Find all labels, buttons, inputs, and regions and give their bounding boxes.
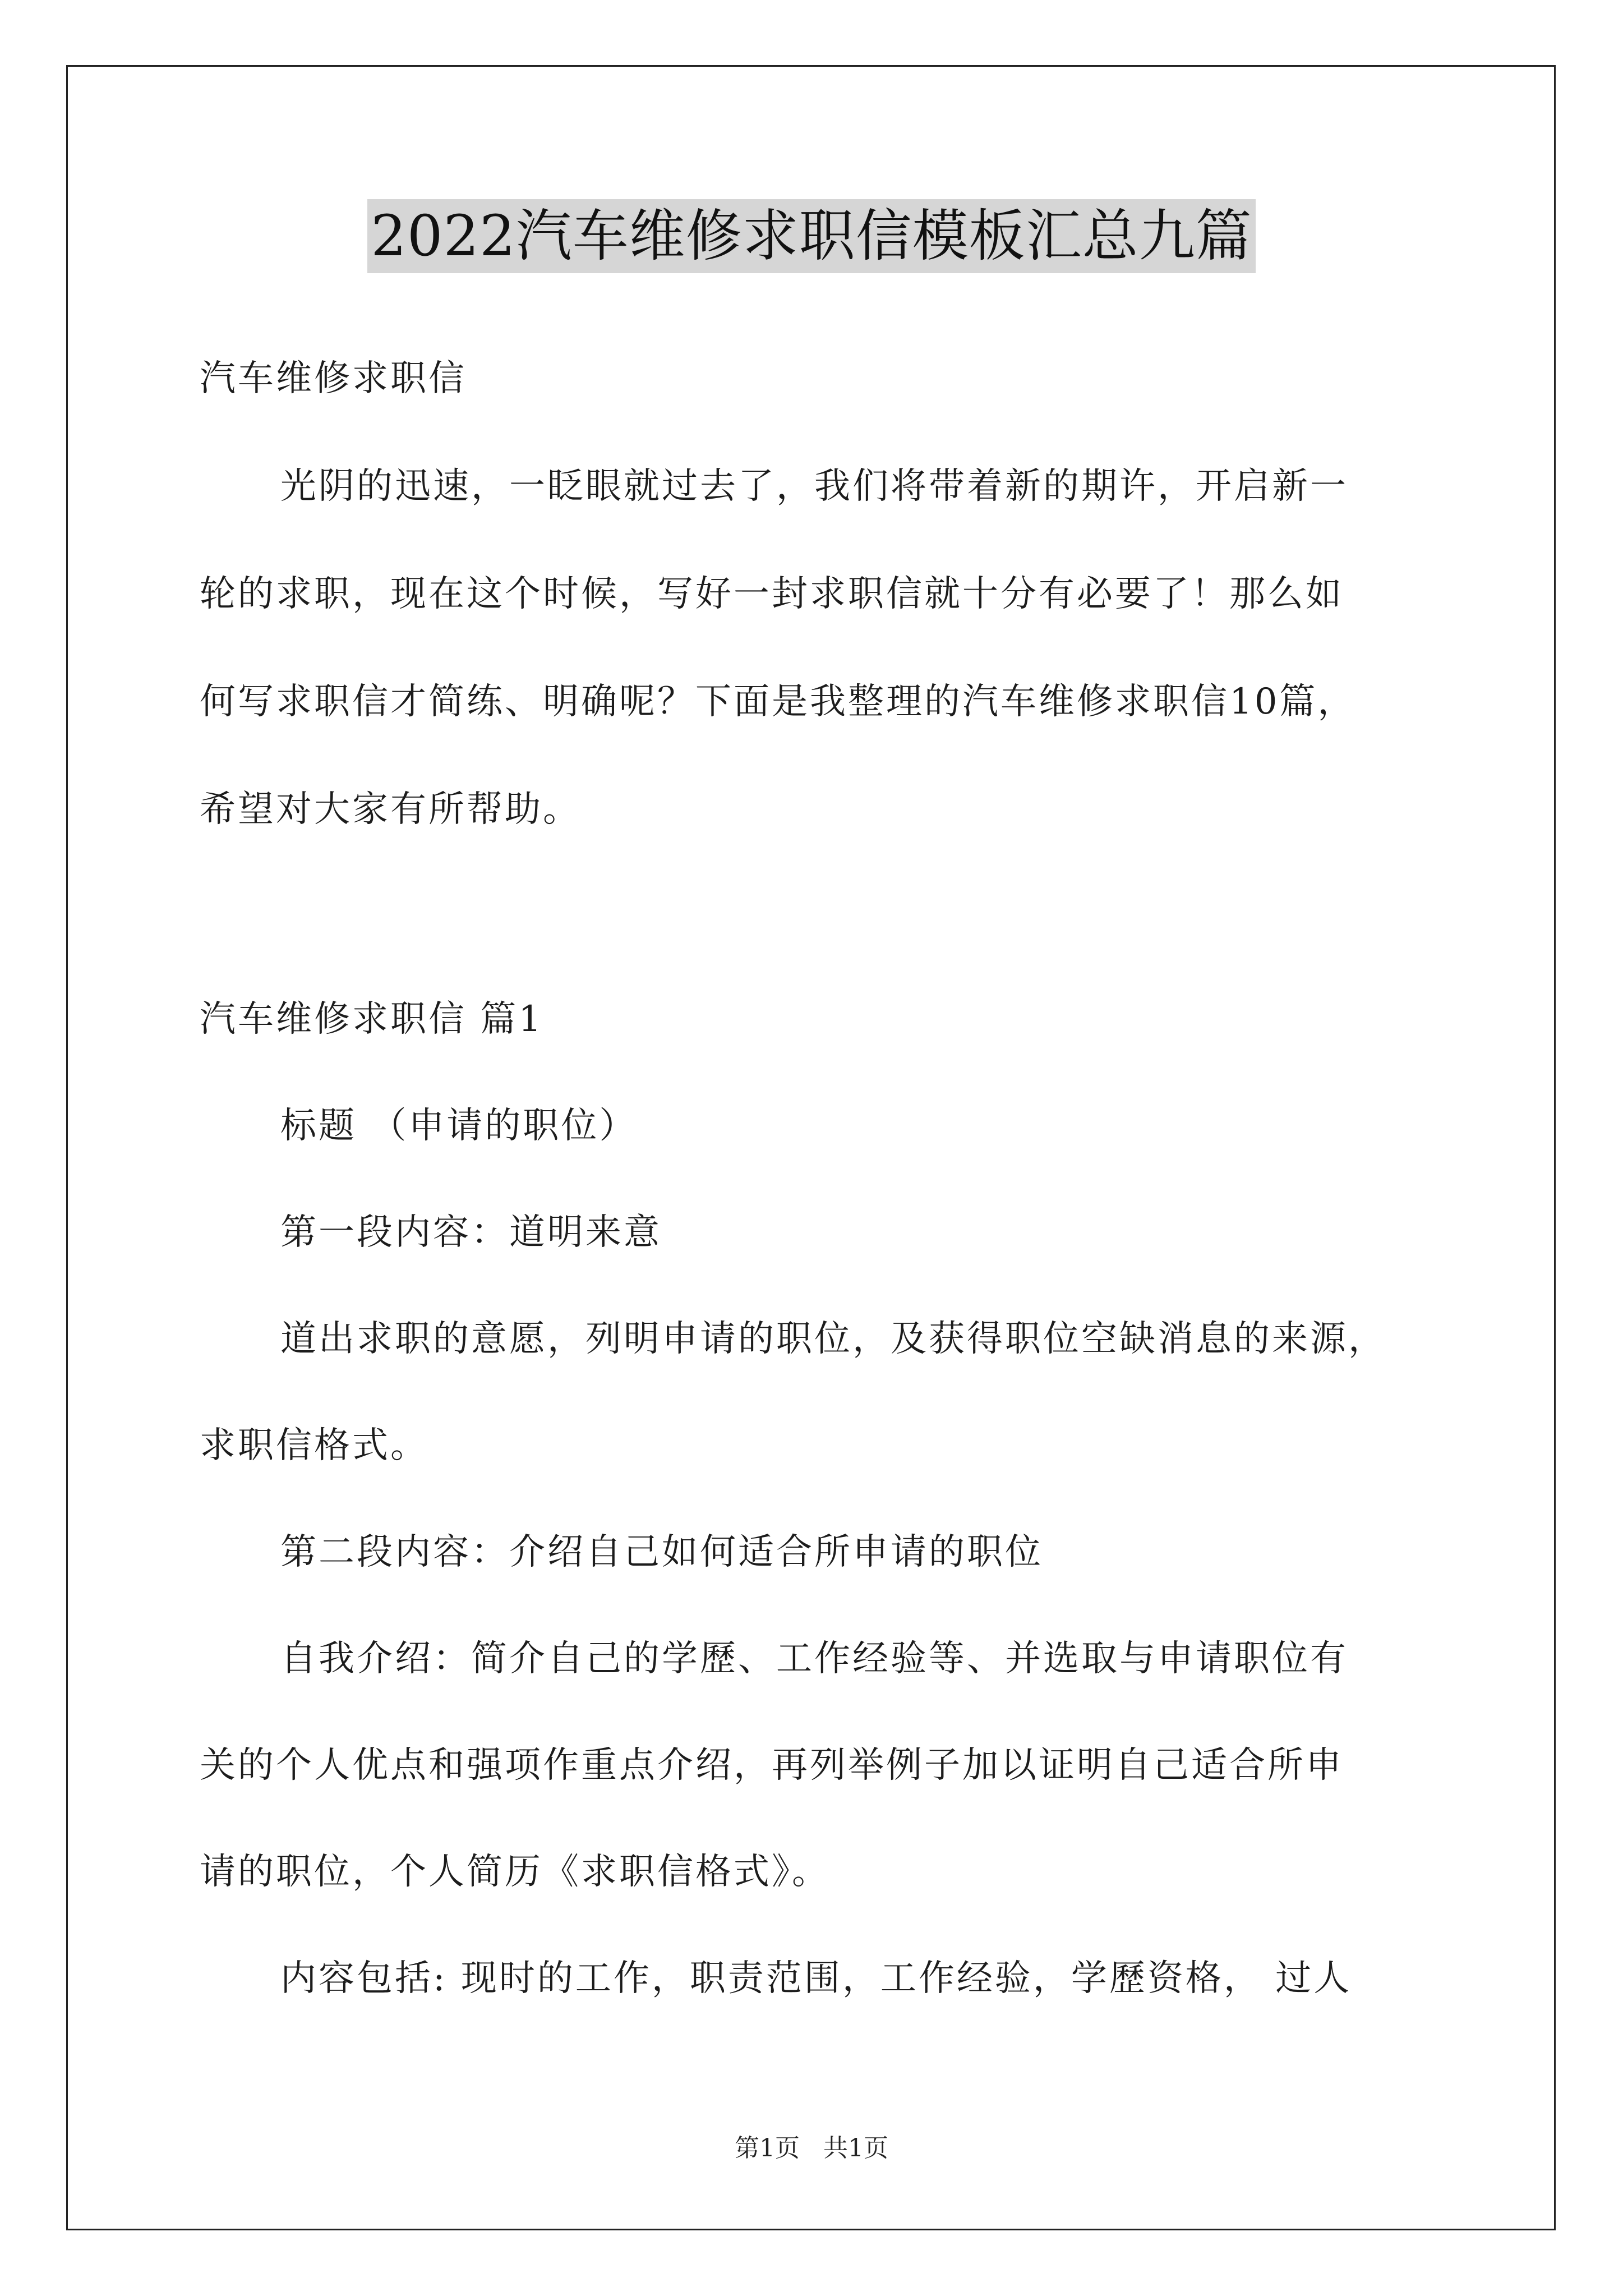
section-heading: 汽车维修求职信 篇1 <box>200 999 544 1040</box>
page-total: 共1页 <box>823 2134 888 2162</box>
page-footer <box>0 2132 1623 2165</box>
paragraph-line: 何写求职信才简练、明确呢？下面是我整理的汽车维修求职信10篇， <box>200 681 1356 723</box>
paragraph-line: 内容包括: 现时的工作，职责范围，工作经验，学歷资格， 过人 <box>280 1958 1352 1999</box>
document-title: 2022汽车维修求职信模板汇总九篇 <box>367 199 1256 273</box>
paragraph-line: 道出求职的意愿，列明申请的职位，及获得职位空缺消息的来源， <box>280 1318 1386 1360</box>
paragraph-line: 求职信格式。 <box>200 1425 428 1466</box>
paragraph-line: 第二段内容：介绍自己如何适合所申请的职位 <box>280 1531 1043 1573</box>
paragraph-line: 第一段内容：道明来意 <box>280 1212 662 1253</box>
paragraph-line: 希望对大家有所帮助。 <box>200 789 581 830</box>
paragraph-line: 标题 （申请的职位） <box>280 1105 638 1147</box>
page-number: 第1页 <box>735 2134 800 2162</box>
paragraph-line: 自我介绍：简介自己的学歷、工作经验等、并选取与申请职位有 <box>280 1638 1348 1680</box>
paragraph-line: 关的个人优点和强项作重点介绍，再列举例子加以证明自己适合所申 <box>200 1745 1344 1786</box>
title-container <box>0 199 1623 273</box>
paragraph-line: 请的职位，个人简历《求职信格式》。 <box>200 1851 830 1893</box>
section-heading: 汽车维修求职信 <box>200 358 467 399</box>
paragraph-line: 轮的求职，现在这个时候，写好一封求职信就十分有必要了！那么如 <box>200 573 1344 615</box>
paragraph-line: 光阴的迅速，一眨眼就过去了，我们将带着新的期许，开启新一 <box>280 466 1348 507</box>
